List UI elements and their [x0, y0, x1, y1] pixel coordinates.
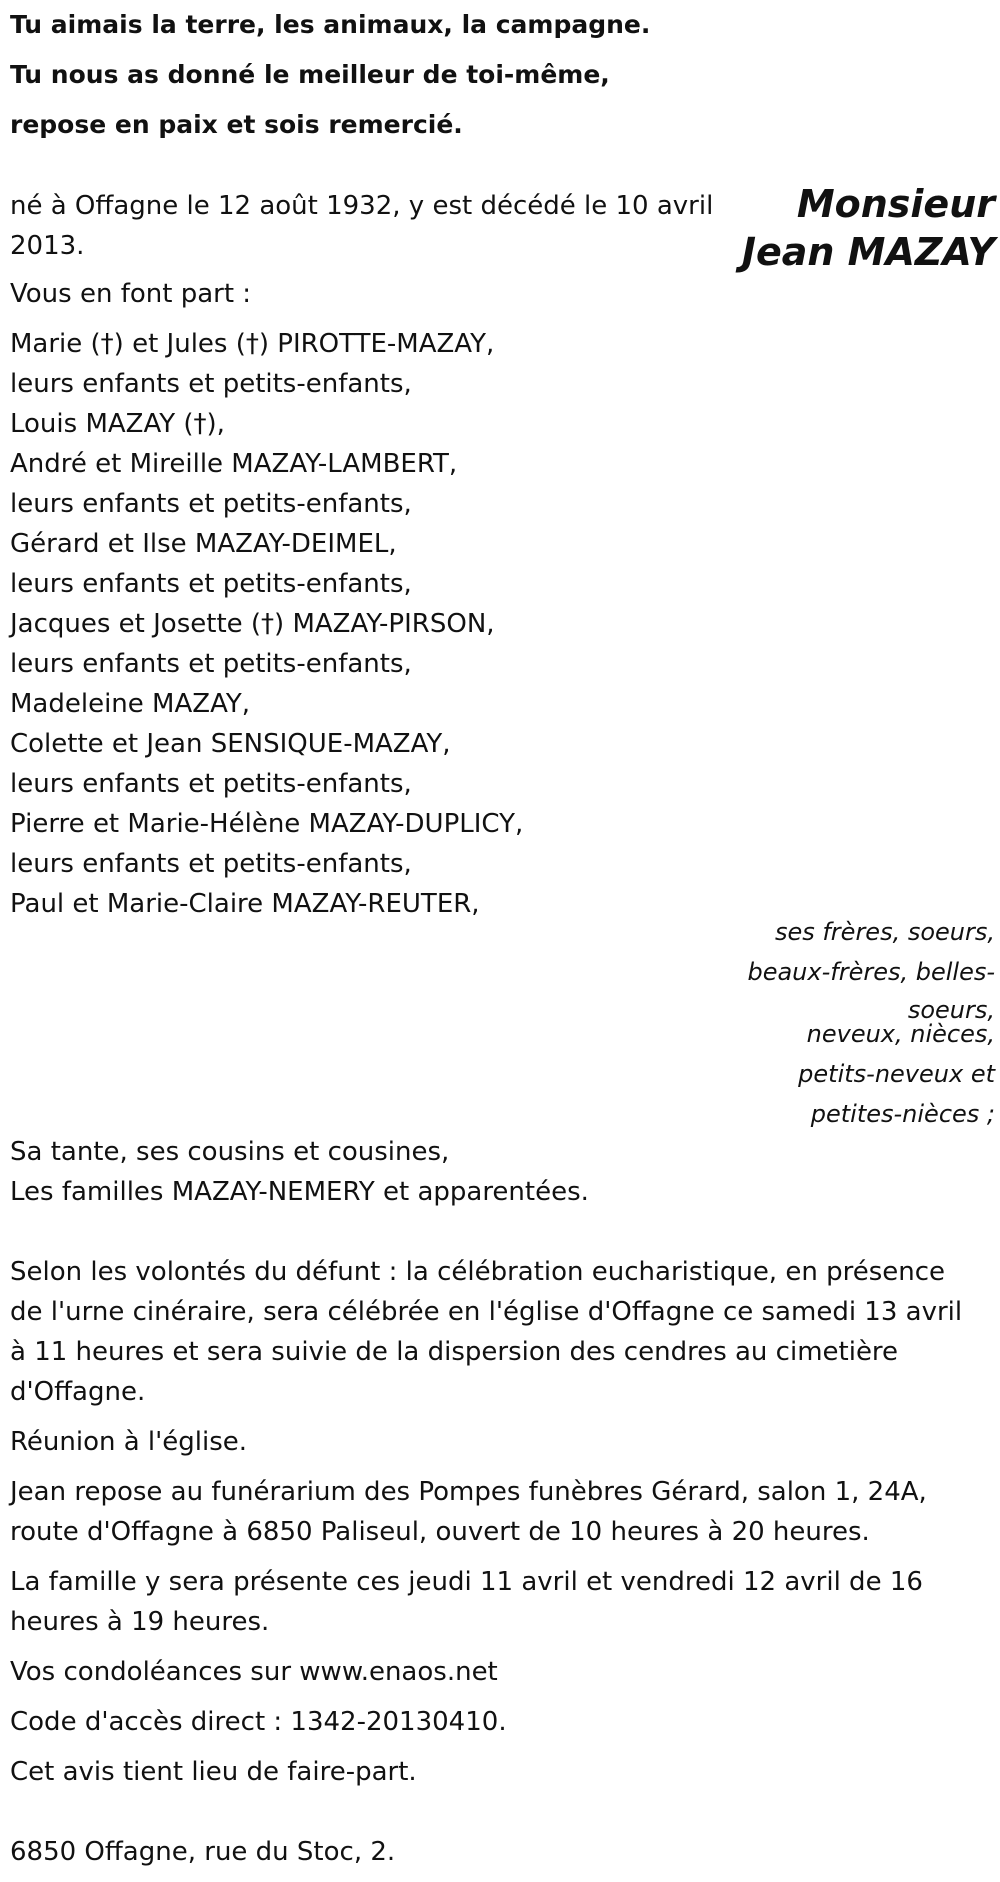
others-line: Sa tante, ses cousins et cousines, [10, 1137, 450, 1167]
presence-paragraph: La famille y sera présente ces jeudi 11 avril et vendredi 12 avril de 16 heures à 19 heures. [10, 1567, 923, 1637]
access-code-line: Code d'accès direct : 1342-20130410. [10, 1707, 507, 1737]
family-line: leurs enfants et petits-enfants, [10, 769, 412, 799]
family-line: Marie (†) et Jules (†) PIROTTE-MAZAY, [10, 329, 495, 359]
family-line: leurs enfants et petits-enfants, [10, 649, 412, 679]
announce-line: Vous en font part : [10, 279, 252, 309]
epitaph-line-1: Tu aimais la terre, les animaux, la campagne. [10, 10, 651, 39]
birth-death-line-1: né à Offagne le 12 août 1932, y est décédé le 10 avril [10, 191, 714, 221]
relation-line: ses frères, soeurs, [774, 918, 995, 946]
address-line: 6850 Offagne, rue du Stoc, 2. [10, 1837, 396, 1867]
family-line: Pierre et Marie-Hélène MAZAY-DUPLICY, [10, 809, 524, 839]
family-line: Colette et Jean SENSIQUE-MAZAY, [10, 729, 451, 759]
family-line: Gérard et Ilse MAZAY-DEIMEL, [10, 529, 397, 559]
notice-line: Cet avis tient lieu de faire-part. [10, 1757, 417, 1787]
deceased-title: Monsieur [796, 182, 995, 226]
deceased-name: Jean MAZAY [741, 230, 995, 274]
family-line: Madeleine MAZAY, [10, 689, 250, 719]
reunion-line: Réunion à l'église. [10, 1427, 248, 1457]
family-line: leurs enfants et petits-enfants, [10, 849, 412, 879]
deceased-name-block [742, 180, 995, 276]
epitaph-line-3: repose en paix et sois remercié. [10, 110, 463, 139]
funerarium-paragraph: Jean repose au funérarium des Pompes funèbres Gérard, salon 1, 24A, route d'Offagne à 6850 Paliseul, ouvert de 10 heures à 20 heures. [10, 1477, 927, 1547]
family-line: leurs enfants et petits-enfants, [10, 569, 412, 599]
ceremony-paragraph: Selon les volontés du défunt : la célébration eucharistique, en présence de l'urne cinéraire, sera célébrée en l'église d'Offagne ce samedi 13 avril à 11 heures et sera suivie de la dispersion des cendres au cimetière d'Offagne. [10, 1257, 963, 1407]
relation-line: petits-neveux et [798, 1060, 995, 1088]
condolences-line: Vos condoléances sur www.enaos.net [10, 1657, 498, 1687]
family-line: leurs enfants et petits-enfants, [10, 489, 412, 519]
relation-line: neveux, nièces, [806, 1020, 995, 1048]
family-line: leurs enfants et petits-enfants, [10, 369, 412, 399]
relation-line: soeurs, [907, 996, 995, 1024]
relation-line: beaux-frères, belles- [747, 958, 995, 986]
family-line: Louis MAZAY (†), [10, 409, 225, 439]
family-line: André et Mireille MAZAY-LAMBERT, [10, 449, 458, 479]
relation-line: petites-nièces ; [810, 1100, 995, 1128]
birth-death-line-2: 2013. [10, 231, 85, 261]
family-line: Jacques et Josette (†) MAZAY-PIRSON, [10, 609, 495, 639]
family-line: Paul et Marie-Claire MAZAY-REUTER, [10, 889, 480, 919]
others-line: Les familles MAZAY-NEMERY et apparentées. [10, 1177, 589, 1207]
epitaph-line-2: Tu nous as donné le meilleur de toi-même, [10, 60, 610, 89]
